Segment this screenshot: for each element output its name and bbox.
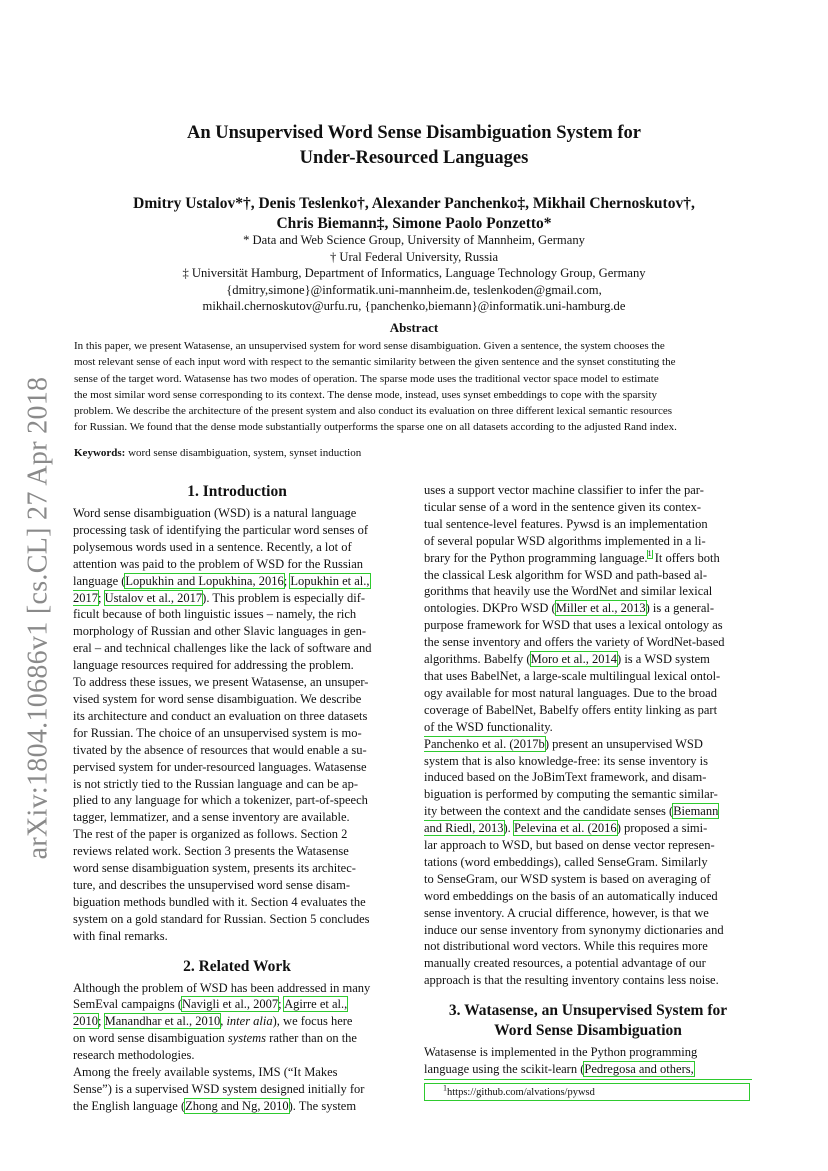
body-line: research methodologies. xyxy=(73,1048,195,1063)
affiliations xyxy=(74,232,754,315)
body-line: tivated by the absence of resources that would enable a su- xyxy=(73,742,367,757)
text: ity between the context and the candidate senses ( xyxy=(424,804,674,819)
body-line: the classical Lesk algorithm for WSD and path-based al- xyxy=(424,567,708,582)
text: ; xyxy=(278,997,285,1012)
body-line: vised system for word sense disambiguation. We describe xyxy=(73,691,362,706)
citation-link[interactable]: Panchenko et al. (2017b xyxy=(424,736,545,751)
body-line: To address these issues, we present Watasense, an unsuper- xyxy=(73,675,369,690)
body-line: morphology of Russian and other Slavic languages in gen- xyxy=(73,624,366,639)
body-line: of several popular WSD algorithms implemented in a li- xyxy=(424,533,706,548)
body-line xyxy=(424,1061,752,1078)
section-heading-watasense xyxy=(424,1001,752,1041)
abstract-line: sense of the target word. Watasense has two modes of operation. The sparse mode uses the traditional vector space model to estimate xyxy=(74,372,659,385)
body-line: sense inventory. A crucial difference, however, is that we xyxy=(424,905,709,920)
body-line: The rest of the paper is organized as follows. Section 2 xyxy=(73,827,348,842)
body-line xyxy=(424,736,752,753)
body-line: Although the problem of WSD has been addressed in many xyxy=(73,980,371,995)
body-line: ture, and describes the unsupervised word sense disam- xyxy=(73,877,351,892)
body-line: tual sentence-level features. Pywsd is an implementation xyxy=(424,516,708,531)
footnote-mark: 1 xyxy=(443,1083,447,1093)
abstract-body xyxy=(74,338,754,436)
abstract-line: for Russian. We found that the dense mode substantially outperforms the sparse one on all datasets according to the adjusted Rand index. xyxy=(74,421,677,434)
text: ), we focus here xyxy=(272,1014,353,1029)
body-line xyxy=(424,820,752,837)
text: ) is a WSD system xyxy=(617,652,710,667)
body-line: word sense disambiguation system, presents its architec- xyxy=(73,861,356,876)
body-line: Sense”) is a supervised WSD system designed initially for xyxy=(73,1082,365,1096)
citation-link[interactable]: Biemann xyxy=(673,804,719,819)
body-line: lar approach to WSD, but based on dense vector represen- xyxy=(424,838,715,853)
left-column xyxy=(73,482,401,1115)
body-line: ficult because of both linguistic issues – namely, the rich xyxy=(73,607,357,622)
text: ; xyxy=(283,573,291,588)
body-line: gorithms that heavily use the WordNet and similar lexical xyxy=(424,584,713,599)
body-line: manually created resources, a potential advantage of our xyxy=(424,956,706,971)
abstract-line: problem. We describe the architecture of the present system and also conduct its evaluation on three different lexical semantic resources xyxy=(74,405,672,418)
body-line: language resources required for addressing the problem. xyxy=(73,658,354,673)
affiliation-line: * Data and Web Science Group, University of Mannheim, Germany xyxy=(243,233,585,247)
citation-link[interactable]: Agirre et al., xyxy=(284,997,348,1012)
body-line: ticular sense of a word in the sentence given its contex- xyxy=(424,499,701,514)
text: language using the scikit-learn ( xyxy=(424,1062,585,1077)
citation-link[interactable]: Pedregosa and others, xyxy=(584,1062,694,1077)
body-line: induced based on the JoBimText framework, and disam- xyxy=(424,770,707,785)
body-line: reviews related work. Section 3 presents the Watasense xyxy=(73,844,349,859)
text: ). The system xyxy=(288,1098,357,1113)
body-line: is not strictly tied to the Russian language and can be ap- xyxy=(73,776,358,791)
text: ontologies. DKPro WSD ( xyxy=(424,601,556,616)
abstract-heading: Abstract xyxy=(389,320,439,335)
text: SemEval campaigns ( xyxy=(73,997,182,1012)
body-line xyxy=(73,590,401,607)
body-line xyxy=(424,803,752,820)
body-line: attention was paid to the problem of WSD for the Russian xyxy=(73,556,363,571)
citation-link[interactable]: Navigli et al., 2007 xyxy=(182,997,279,1012)
body-line: Watasense is implemented in the Python programming xyxy=(424,1045,698,1060)
body-line: for Russian. The choice of an unsupervised system is mo- xyxy=(73,725,362,740)
text: ; xyxy=(98,1014,105,1029)
body-line: polysemous words used in a sentence. Recently, a lot of xyxy=(73,539,352,554)
affiliation-line: ‡ Universität Hamburg, Department of Informatics, Language Technology Group, Germany xyxy=(182,266,646,281)
text: ). This problem is especially dif- xyxy=(202,590,366,605)
abstract-line: the most similar word sense corresponding to its context. The dense mode, instead, uses synset embeddings to cope with the sparsity xyxy=(74,388,657,401)
keywords-text: word sense disambiguation, system, synset induction xyxy=(125,447,362,459)
body-line: Word sense disambiguation (WSD) is a natural language xyxy=(73,506,357,520)
footnote[interactable] xyxy=(424,1083,750,1101)
body-line xyxy=(73,1013,401,1030)
keywords xyxy=(74,445,754,461)
body-line: tations (word embeddings), called SenseGram. Similarly xyxy=(424,854,708,869)
text: brary for the Python programming language. xyxy=(424,550,648,565)
arxiv-id: arXiv:1804.10686v1 [cs.CL] 27 Apr 2018 xyxy=(22,376,53,859)
text: the English language ( xyxy=(73,1098,186,1113)
text: ). xyxy=(503,821,514,836)
citation-link[interactable]: Pelevina et al. (2016 xyxy=(513,821,617,836)
heading-line: 3. Watasense, an Unsupervised System for xyxy=(448,1002,728,1020)
text: ) proposed a simi- xyxy=(616,821,708,836)
body-line: word embeddings on the basis of an automatically induced xyxy=(424,888,718,903)
text: ) present an unsupervised WSD xyxy=(544,736,703,751)
body-line xyxy=(73,1098,401,1115)
right-column xyxy=(424,482,752,1078)
text: It offers both xyxy=(651,550,720,565)
title-line-2: Under-Resourced Languages xyxy=(299,148,529,168)
body-line xyxy=(424,651,752,668)
body-line: of the WSD functionality. xyxy=(424,719,553,734)
body-line: not distributional word vectors. While this requires more xyxy=(424,939,708,954)
footnote-link[interactable]: 1 xyxy=(647,549,652,559)
affiliation-line: † Ural Federal University, Russia xyxy=(329,249,499,264)
text: ) is a general- xyxy=(645,601,715,616)
italic-text: systems xyxy=(227,1031,267,1046)
authors-line-2: Chris Biemann‡, Simone Paolo Ponzetto* xyxy=(276,215,552,232)
authors-line-1: Dmitry Ustalov*†, Denis Teslenko†, Alexander Panchenko‡, Mikhail Chernoskutov†, xyxy=(133,195,695,212)
text: language ( xyxy=(73,573,126,588)
citation-link[interactable]: Manandhar et al., 2010 xyxy=(104,1014,221,1029)
body-line: Among the freely available systems, IMS (“It Makes xyxy=(73,1065,338,1080)
text: on word sense disambiguation xyxy=(73,1031,228,1046)
footnote-divider xyxy=(424,1079,752,1080)
body-line: the sense inventory and offers the variety of WordNet-based xyxy=(424,635,725,650)
body-line: processing task of identifying the particular word senses of xyxy=(73,522,369,537)
text: rather than on the xyxy=(266,1031,357,1046)
footnote-url[interactable]: https://github.com/alvations/pywsd xyxy=(447,1087,595,1098)
citation-link[interactable]: Lopukhin et al., xyxy=(290,573,370,588)
body-line: eral – and technical challenges like the lack of software and xyxy=(73,641,372,656)
body-line: ogy available for most natural languages. Due to the broad xyxy=(424,685,717,700)
body-line: biguation is performed by computing the semantic similar- xyxy=(424,787,718,802)
section-heading-related-work: 2. Related Work xyxy=(183,957,291,975)
body-line: plied to any language for which a tokenizer, part-of-speech xyxy=(73,793,368,808)
body-line: system on a gold standard for Russian. Section 5 concludes xyxy=(73,911,370,926)
abstract-line: In this paper, we present Watasense, an unsupervised system for word sense disambiguation. Given a sentence, the system chooses the xyxy=(74,340,665,352)
body-line: purpose framework for WSD that uses a lexical ontology as xyxy=(424,618,723,633)
section-heading-introduction: 1. Introduction xyxy=(187,483,287,500)
citation-link[interactable]: and Riedl, 2013 xyxy=(424,821,504,836)
citation-link[interactable]: Zhong and Ng, 2010 xyxy=(185,1098,289,1113)
keywords-label: Keywords: xyxy=(74,447,126,459)
body-line: its architecture and conduct an evaluation on three datasets xyxy=(73,708,368,723)
author-list xyxy=(74,194,754,234)
body-line xyxy=(73,996,401,1013)
body-line xyxy=(424,600,752,617)
body-line xyxy=(73,573,401,590)
italic-text: inter alia xyxy=(226,1014,273,1029)
text: ; xyxy=(98,590,105,605)
body-line: with final remarks. xyxy=(73,928,168,943)
body-line: that uses BabelNet, a large-scale multilingual lexical ontol- xyxy=(424,668,721,683)
heading-line: Word Sense Disambiguation xyxy=(494,1022,682,1040)
text: , xyxy=(220,1014,227,1029)
body-line: coverage of BabelNet, Babelfy offers entity linking as part xyxy=(424,702,718,717)
body-line xyxy=(424,550,752,567)
body-line: system that is also knowledge-free: its sense inventory is xyxy=(424,753,708,768)
email-line: mikhail.chernoskutov@urfu.ru, {panchenko,biemann}@informatik.uni-hamburg.de xyxy=(202,299,626,314)
citation-link[interactable]: Moro et al., 2014 xyxy=(530,652,618,667)
citation-link[interactable]: Lopukhin and Lopukhina, 2016 xyxy=(125,573,284,588)
citation-link[interactable]: Miller et al., 2013 xyxy=(555,601,646,616)
text: algorithms. Babelfy ( xyxy=(424,652,531,667)
title-line-1: An Unsupervised Word Sense Disambiguation System for xyxy=(187,123,641,143)
paper-title xyxy=(74,121,754,171)
body-line xyxy=(73,1030,401,1047)
citation-link[interactable]: Ustalov et al., 2017 xyxy=(104,590,203,605)
body-line: tagger, lemmatizer, and a sense inventory are available. xyxy=(73,810,350,825)
body-line: pervised system for under-resourced languages. Watasense xyxy=(73,759,367,774)
abstract-line: most relevant sense of each input word with respect to the semantic similarity between the given sentence and the synset constituting the xyxy=(74,356,676,369)
body-line: biguation methods bundled with it. Section 4 evaluates the xyxy=(73,894,366,909)
body-line: approach is that the resulting inventory contains less noise. xyxy=(424,973,719,988)
body-line: uses a support vector machine classifier to infer the par- xyxy=(424,483,704,497)
body-line: to SenseGram, our WSD system is based on averaging of xyxy=(424,871,711,886)
citation-link[interactable]: 2017 xyxy=(73,590,98,605)
email-line: {dmitry,simone}@informatik.uni-mannheim.de, teslenkoden@gmail.com, xyxy=(226,282,602,297)
arxiv-sidebar-stamp xyxy=(20,365,56,870)
citation-link[interactable]: 2010 xyxy=(73,1014,98,1029)
body-line: induce our sense inventory from synonymy dictionaries and xyxy=(424,922,724,937)
